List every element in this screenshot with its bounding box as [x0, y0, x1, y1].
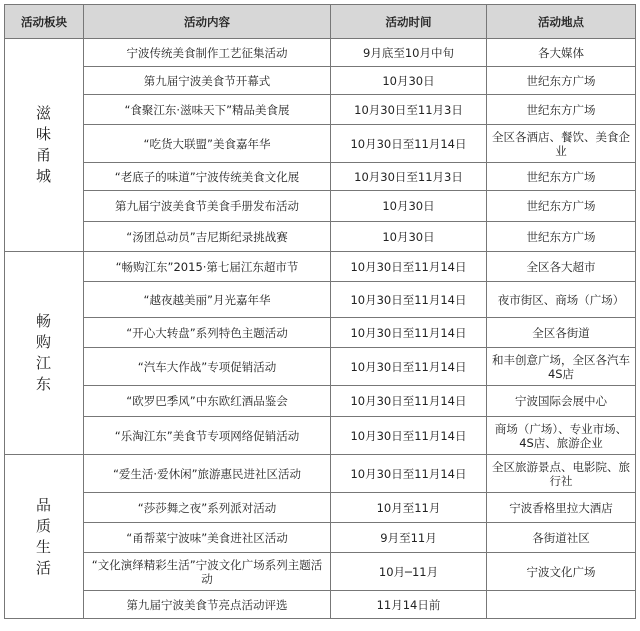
- row-time: 10月─11月: [331, 553, 487, 591]
- row-time: 10月30日至11月14日: [331, 348, 487, 386]
- row-content: “欧罗巴季风”中东欧红酒品鉴会: [84, 386, 331, 417]
- section-name: 滋味甬城: [5, 39, 84, 252]
- row-time: 10月30日: [331, 191, 487, 222]
- row-time: 10月30日至11月3日: [331, 163, 487, 191]
- table-row: [5, 417, 636, 455]
- row-location: 世纪东方广场: [487, 163, 636, 191]
- table-row: [5, 553, 636, 591]
- activity-table: [4, 4, 636, 619]
- row-location: [487, 591, 636, 619]
- row-location: 全区各大超市: [487, 252, 636, 282]
- row-content: “开心大转盘”系列特色主题活动: [84, 318, 331, 348]
- row-location: 宁波文化广场: [487, 553, 636, 591]
- row-content: “爱生活·爱休闲”旅游惠民进社区活动: [84, 455, 331, 493]
- row-location: 各大媒体: [487, 39, 636, 67]
- table-row: [5, 591, 636, 619]
- row-time: 10月30日: [331, 67, 487, 95]
- row-time: 10月30日至11月14日: [331, 386, 487, 417]
- row-content: “文化演绎精彩生活”宁波文化广场系列主题活动: [84, 553, 331, 591]
- row-time: 10月30日至11月14日: [331, 125, 487, 163]
- row-time: 10月30日至11月14日: [331, 455, 487, 493]
- table-row: [5, 523, 636, 553]
- row-time: 10月30日: [331, 222, 487, 252]
- row-time: 10月至11月: [331, 493, 487, 523]
- table-row: [5, 191, 636, 222]
- row-content: “食聚江东·滋味天下”精品美食展: [84, 95, 331, 125]
- row-content: 第九届宁波美食节开幕式: [84, 67, 331, 95]
- row-time: 10月30日至11月14日: [331, 282, 487, 318]
- header-location: 活动地点: [487, 5, 636, 39]
- row-location: 全区各街道: [487, 318, 636, 348]
- section-name: 品质生活: [5, 455, 84, 619]
- row-location: 宁波国际会展中心: [487, 386, 636, 417]
- row-content: “甬帮菜宁波味”美食进社区活动: [84, 523, 331, 553]
- row-location: 夜市街区、商场（广场）: [487, 282, 636, 318]
- row-location: 世纪东方广场: [487, 95, 636, 125]
- row-location: 宁波香格里拉大酒店: [487, 493, 636, 523]
- table-row: [5, 493, 636, 523]
- table-row: [5, 386, 636, 417]
- table-row: [5, 125, 636, 163]
- row-time: 10月30日至11月14日: [331, 417, 487, 455]
- row-content: “越夜越美丽”月光嘉年华: [84, 282, 331, 318]
- table-row: [5, 282, 636, 318]
- table-row: [5, 67, 636, 95]
- row-content: “汽车大作战”专项促销活动: [84, 348, 331, 386]
- table-row: [5, 318, 636, 348]
- row-time: 9月底至10月中旬: [331, 39, 487, 67]
- row-location: 全区各酒店、餐饮、美食企业: [487, 125, 636, 163]
- table-row: [5, 95, 636, 125]
- row-content: “老底子的味道”宁波传统美食文化展: [84, 163, 331, 191]
- section-name: 畅购江东: [5, 252, 84, 455]
- header-time: 活动时间: [331, 5, 487, 39]
- header-block: 活动板块: [5, 5, 84, 39]
- row-content: “汤团总动员”吉尼斯纪录挑战赛: [84, 222, 331, 252]
- row-content: “吃货大联盟”美食嘉年华: [84, 125, 331, 163]
- header-content: 活动内容: [84, 5, 331, 39]
- row-location: 世纪东方广场: [487, 191, 636, 222]
- table-row: [5, 348, 636, 386]
- row-location: 商场（广场）、专业市场、4S店、旅游企业: [487, 417, 636, 455]
- row-content: 宁波传统美食制作工艺征集活动: [84, 39, 331, 67]
- row-time: 9月至11月: [331, 523, 487, 553]
- table-row: [5, 163, 636, 191]
- row-time: 10月30日至11月14日: [331, 318, 487, 348]
- row-content: “畅购江东”2015·第七届江东超市节: [84, 252, 331, 282]
- row-time: 11月14日前: [331, 591, 487, 619]
- row-location: 世纪东方广场: [487, 222, 636, 252]
- table-row: [5, 222, 636, 252]
- row-time: 10月30日至11月3日: [331, 95, 487, 125]
- row-content: “乐淘江东”美食节专项网络促销活动: [84, 417, 331, 455]
- row-location: 和丰创意广场，全区各汽车4S店: [487, 348, 636, 386]
- table-row: [5, 455, 636, 493]
- table-row: [5, 39, 636, 67]
- header-row: [5, 5, 636, 39]
- row-location: 世纪东方广场: [487, 67, 636, 95]
- row-location: 各街道社区: [487, 523, 636, 553]
- row-content: “莎莎舞之夜”系列派对活动: [84, 493, 331, 523]
- table-row: [5, 252, 636, 282]
- row-content: 第九届宁波美食节亮点活动评选: [84, 591, 331, 619]
- row-location: 全区旅游景点、电影院、旅行社: [487, 455, 636, 493]
- row-content: 第九届宁波美食节美食手册发布活动: [84, 191, 331, 222]
- row-time: 10月30日至11月14日: [331, 252, 487, 282]
